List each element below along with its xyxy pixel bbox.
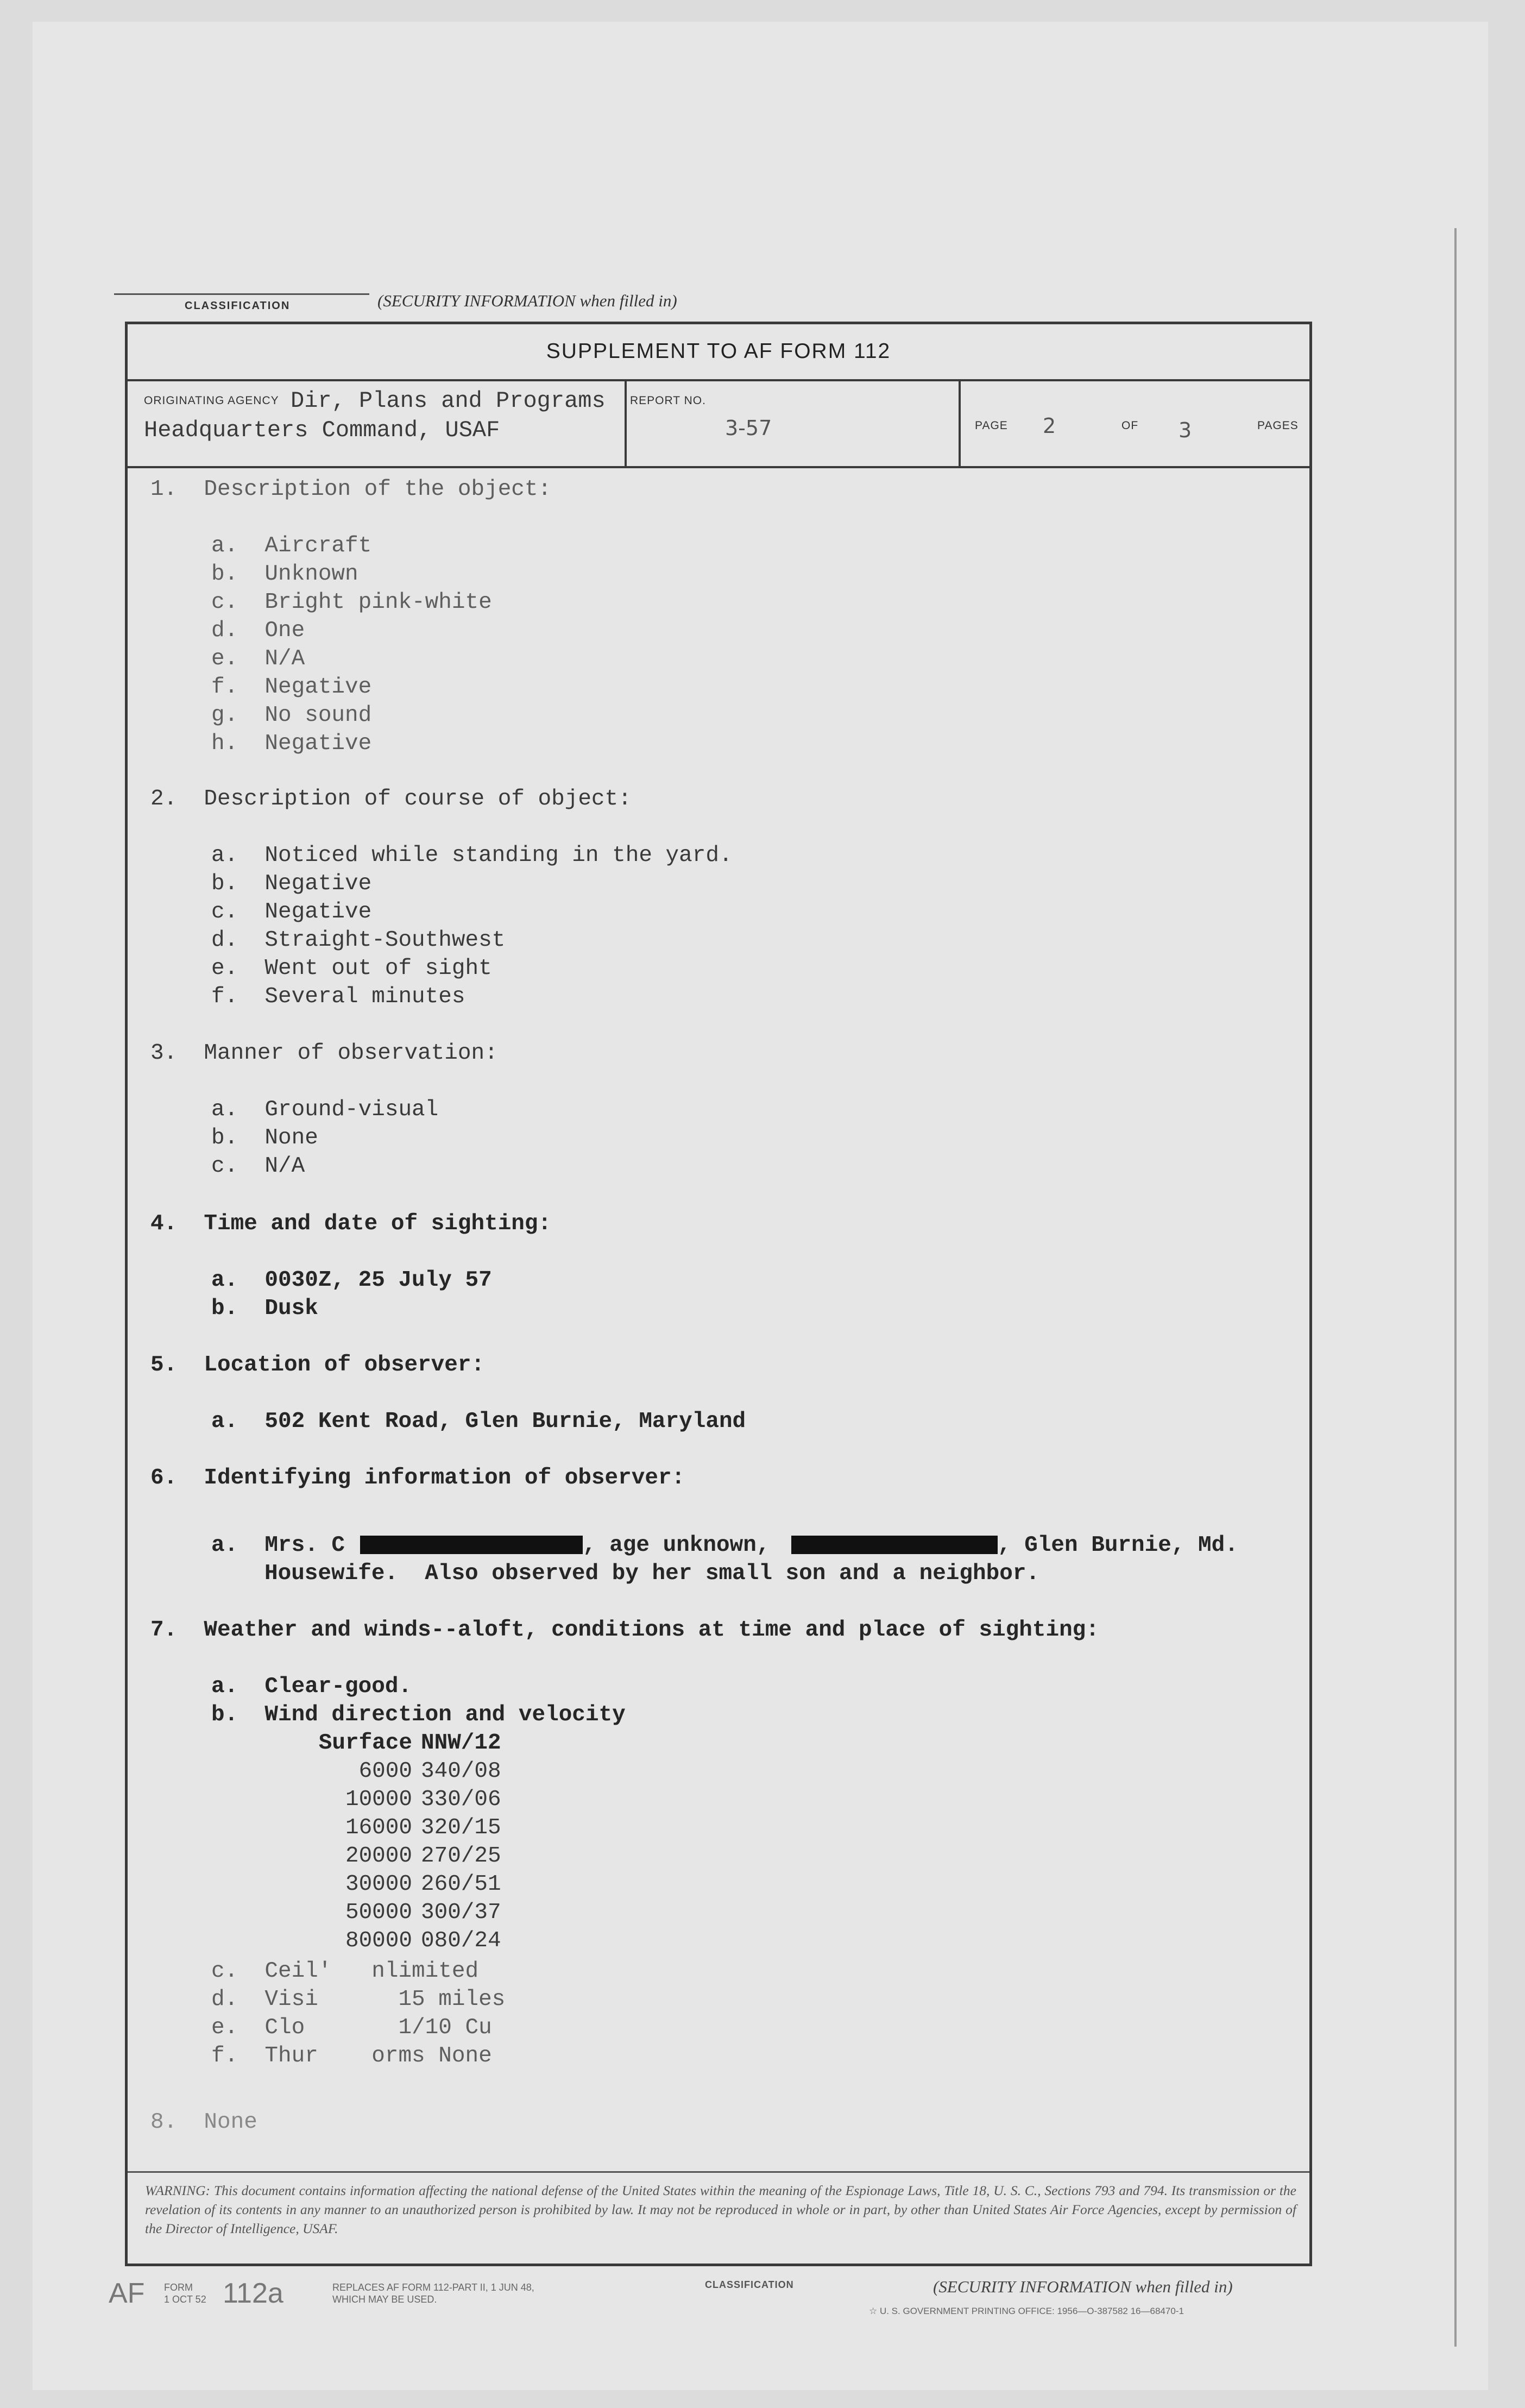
redaction-bar xyxy=(791,1536,998,1554)
list-item: f. Several minutes xyxy=(211,984,465,1009)
list-item: g. No sound xyxy=(211,703,372,728)
footer-form-date: 1 OCT 52 xyxy=(164,2294,206,2305)
wind-altitude: 10000 xyxy=(345,1787,412,1812)
wind-value: 260/51 xyxy=(421,1872,501,1897)
wind-value: 270/25 xyxy=(421,1844,501,1869)
wind-value: NNW/12 xyxy=(421,1731,501,1756)
wind-altitude: Surface xyxy=(318,1731,412,1756)
section-6-heading: 6. Identifying information of observer: xyxy=(150,1466,685,1491)
section-2-heading: 2. Description of course of object: xyxy=(150,787,632,812)
list-item: f. Negative xyxy=(211,675,372,700)
list-item: h. Negative xyxy=(211,731,372,756)
wind-value: 330/06 xyxy=(421,1787,501,1812)
pages-label: PAGES xyxy=(1257,419,1299,432)
list-item: f. Thur orms None xyxy=(211,2044,492,2069)
wind-altitude: 6000 xyxy=(358,1759,412,1784)
originating-agency-label: ORIGINATING AGENCY xyxy=(144,394,279,407)
footer-replaces-line1: REPLACES AF FORM 112-PART II, 1 JUN 48, xyxy=(332,2282,534,2293)
list-item: b. None xyxy=(211,1126,318,1150)
form-title-row xyxy=(128,324,1309,381)
section-7-heading: 7. Weather and winds--aloft, conditions at time and place of sighting: xyxy=(150,1618,1099,1643)
wind-value: 300/37 xyxy=(421,1900,501,1925)
list-item: a. Ground-visual xyxy=(211,1097,439,1122)
observer-line-a-start: a. Mrs. C xyxy=(211,1533,345,1558)
footer-replaces xyxy=(332,2281,534,2305)
list-item: a. Aircraft xyxy=(211,533,372,558)
total-pages: 3 xyxy=(1179,418,1192,442)
list-item: d. Visi 15 miles xyxy=(211,1987,506,2012)
originating-agency-line2: Headquarters Command, USAF xyxy=(144,417,500,443)
page-label: PAGE xyxy=(975,419,1008,432)
footer-af: AF xyxy=(109,2278,145,2309)
form-title: SUPPLEMENT TO AF FORM 112 xyxy=(546,339,891,363)
of-label: OF xyxy=(1121,419,1139,432)
list-item: c. Negative xyxy=(211,900,372,925)
redaction-bar xyxy=(360,1536,583,1554)
report-no-label: REPORT NO. xyxy=(630,394,706,407)
footer-printing-office: ☆ U. S. GOVERNMENT PRINTING OFFICE: 1956—O-387582 16—68470-1 xyxy=(869,2306,1184,2316)
list-item: d. One xyxy=(211,618,305,643)
observer-line-a-mid: , age unknown, xyxy=(583,1533,770,1558)
wind-altitude: 20000 xyxy=(345,1844,412,1869)
footer-form-info xyxy=(164,2281,206,2305)
page-number: 2 xyxy=(1043,414,1056,438)
list-item: c. N/A xyxy=(211,1154,305,1179)
list-item: a. 0030Z, 25 July 57 xyxy=(211,1268,492,1293)
security-info-top: (SECURITY INFORMATION when filled in) xyxy=(377,291,677,310)
form-header-row xyxy=(128,381,1309,468)
footer-classification-label: CLASSIFICATION xyxy=(705,2279,794,2290)
page-edge-line xyxy=(1454,228,1457,2347)
footer-security-info: (SECURITY INFORMATION when filled in) xyxy=(933,2277,1233,2296)
wind-altitude: 30000 xyxy=(345,1872,412,1897)
list-item: b. Unknown xyxy=(211,562,358,587)
list-item: d. Straight-Southwest xyxy=(211,928,506,953)
wind-value: 340/08 xyxy=(421,1759,501,1784)
list-item: a. Noticed while standing in the yard. xyxy=(211,843,733,868)
list-item: b. Dusk xyxy=(211,1296,318,1321)
form-box xyxy=(125,322,1312,2266)
classification-label-top: CLASSIFICATION xyxy=(185,300,291,312)
warning-notice: WARNING: This document contains information affecting the national defense of the United States within the meaning of the Espionage Laws, Title 18, U. S. C., Sections 793 and 794. Its transmission or the revelation of its contents in any manner to an unauthorized person is prohibited by law. It may not be reproduced in whole or in part, by other than United States Air Force Agencies, except by permission of the Director of Intelligence, USAF. xyxy=(145,2183,1296,2236)
section-5-heading: 5. Location of observer: xyxy=(150,1353,485,1378)
footer-replaces-line2: WHICH MAY BE USED. xyxy=(332,2294,437,2305)
wind-value: 320/15 xyxy=(421,1815,501,1840)
warning-rule xyxy=(128,2171,1309,2173)
wind-value: 080/24 xyxy=(421,1928,501,1953)
originating-agency-line1: Dir, Plans and Programs xyxy=(291,388,606,414)
section-3-heading: 3. Manner of observation: xyxy=(150,1041,498,1066)
list-item: e. Went out of sight xyxy=(211,956,492,981)
list-item: c. Bright pink-white xyxy=(211,590,492,615)
observer-line-a-cont: Housewife. Also observed by her small son and a neighbor. xyxy=(264,1561,1040,1586)
wind-altitude: 50000 xyxy=(345,1900,412,1925)
list-item: b. Negative xyxy=(211,871,372,896)
wind-altitude: 80000 xyxy=(345,1928,412,1953)
header-divider xyxy=(959,381,961,466)
report-no: 3-57 xyxy=(725,416,772,440)
observer-line-a-end: , Glen Burnie, Md. xyxy=(998,1533,1238,1558)
wind-altitude: 16000 xyxy=(345,1815,412,1840)
section-1-heading: 1. Description of the object: xyxy=(150,477,552,502)
footer-form-label: FORM xyxy=(164,2282,193,2293)
header-divider xyxy=(625,381,627,466)
footer-form-number: 112a xyxy=(223,2278,283,2309)
section-4-heading: 4. Time and date of sighting: xyxy=(150,1211,552,1236)
list-item: a. Clear-good. xyxy=(211,1674,412,1699)
list-item: a. 502 Kent Road, Glen Burnie, Maryland xyxy=(211,1409,746,1434)
list-item: e. Clo 1/10 Cu xyxy=(211,2015,492,2040)
list-item: b. Wind direction and velocity xyxy=(211,1702,626,1727)
list-item: c. Ceil' nlimited xyxy=(211,1959,479,1984)
list-item: e. N/A xyxy=(211,646,305,671)
classification-rule xyxy=(114,293,369,295)
section-8-heading: 8. None xyxy=(150,2110,257,2135)
